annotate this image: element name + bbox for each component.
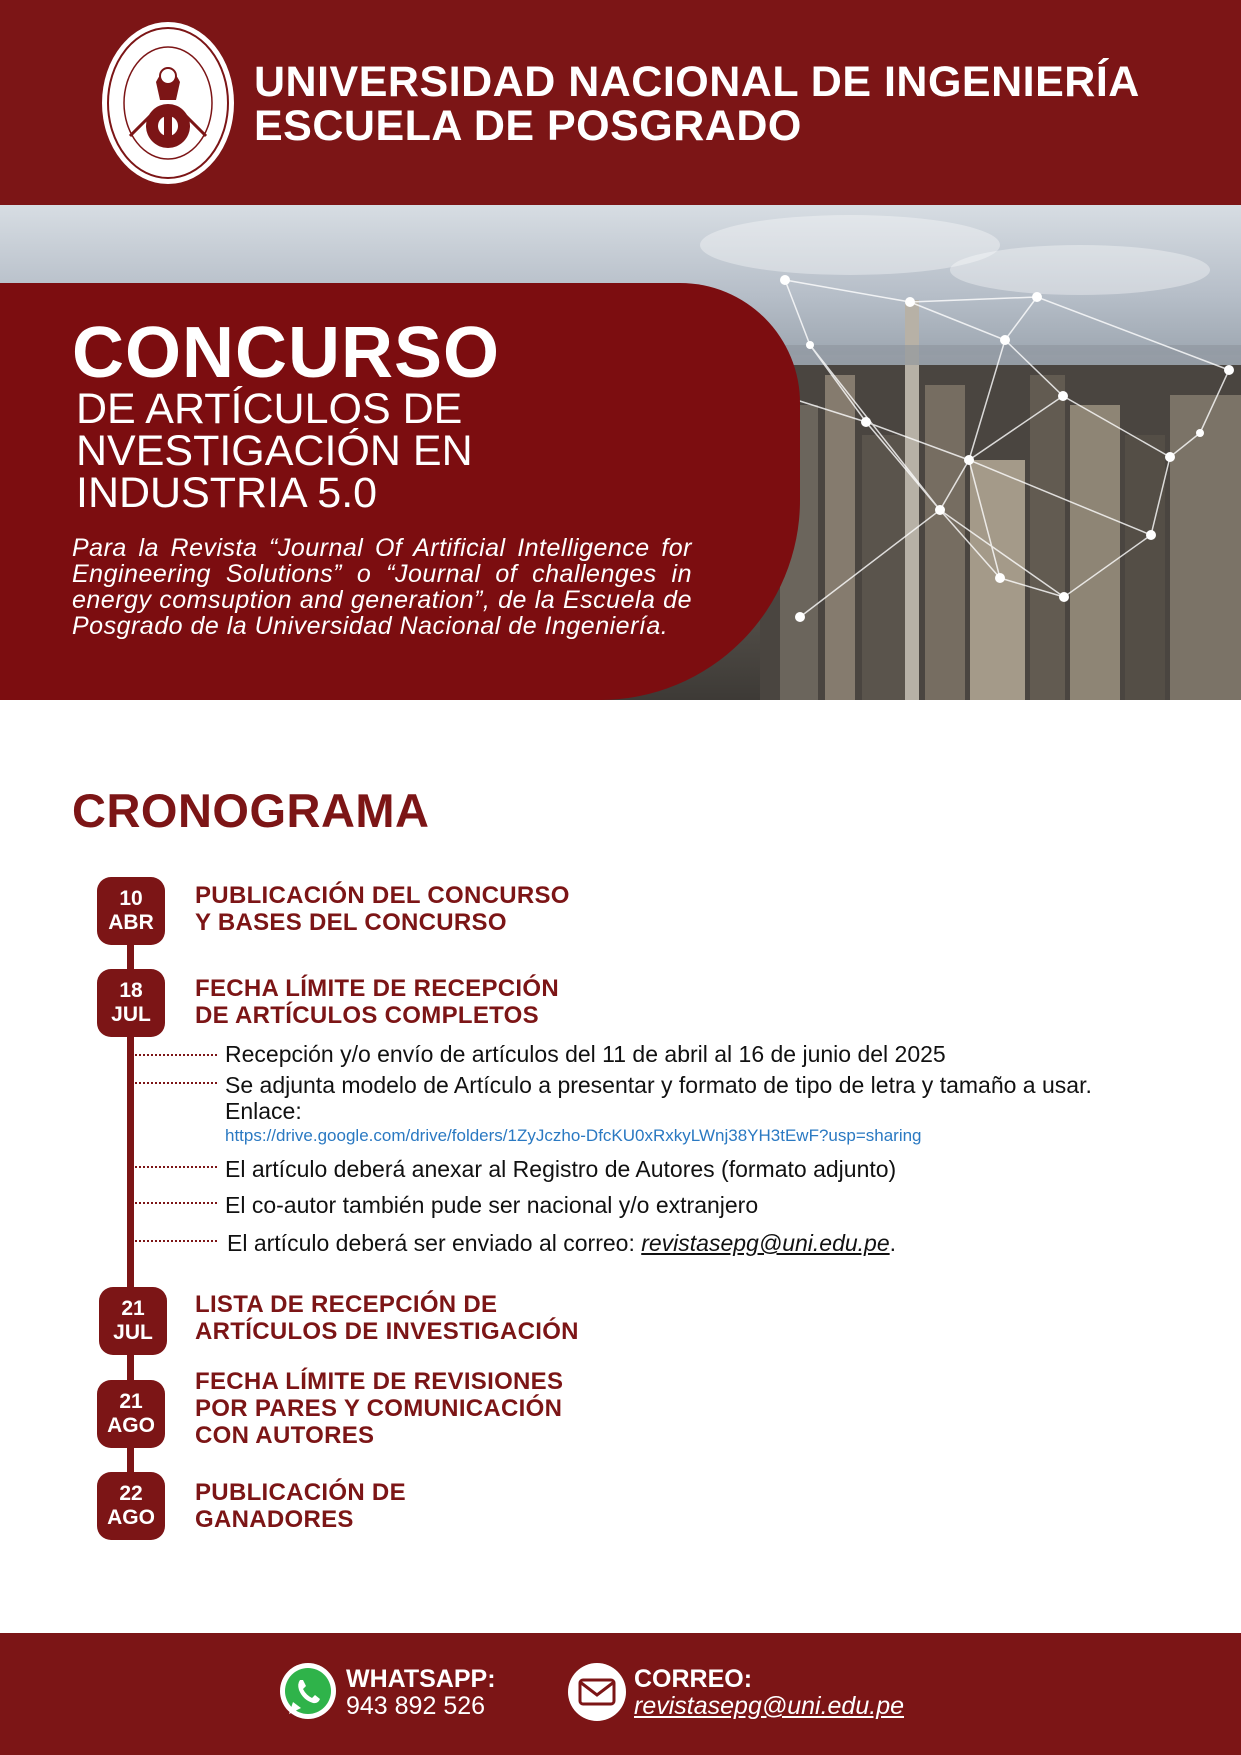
event-title: [195, 1479, 406, 1533]
date-month: AGO: [107, 1414, 155, 1437]
detail-registry: El artículo deberá anexar al Registro de Autores (formato adjunto): [225, 1156, 897, 1182]
detail-coauthor: El co-autor también pude ser nacional y/o extranjero: [225, 1192, 759, 1218]
event-title-line: DE ARTÍCULOS COMPLETOS: [195, 1002, 539, 1029]
date-badge: [97, 877, 165, 945]
school-name: ESCUELA DE POSGRADO: [254, 102, 802, 150]
event-title-line: GANADORES: [195, 1506, 354, 1533]
university-seal-icon: [100, 20, 236, 186]
drive-link[interactable]: https://drive.google.com/drive/folders/1ZyJczho-DfcKU0xRxkyLWnj38YH3tEwF?usp=sharing: [225, 1126, 922, 1145]
schedule-title: CRONOGRAMA: [72, 784, 430, 837]
whatsapp-icon[interactable]: [279, 1662, 337, 1720]
contest-title: CONCURSO: [72, 313, 501, 393]
whatsapp-number[interactable]: 943 892 526: [346, 1692, 486, 1720]
detail-send: [227, 1230, 896, 1256]
mail-icon[interactable]: [567, 1662, 627, 1722]
date-day: 10: [119, 887, 143, 910]
event-title-line: LISTA DE RECEPCIÓN DE: [195, 1291, 498, 1318]
subtitle-line: NVESTIGACIÓN EN: [76, 427, 473, 475]
detail-connector: [135, 1166, 217, 1168]
event-title-line: CON AUTORES: [195, 1422, 375, 1449]
date-badge: [97, 969, 165, 1037]
contest-subtitle: [76, 385, 473, 517]
event-title-line: FECHA LÍMITE DE REVISIONES: [195, 1368, 564, 1395]
detail-template: [225, 1072, 1105, 1146]
event-title-line: Y BASES DEL CONCURSO: [195, 909, 507, 936]
email-label: CORREO:: [634, 1665, 753, 1693]
whatsapp-label: WHATSAPP:: [346, 1665, 496, 1693]
detail-connector: [135, 1240, 217, 1242]
event-title: [195, 1368, 563, 1449]
detail-send-text: El artículo deberá ser enviado al correo:: [227, 1230, 635, 1256]
event-title: [195, 1291, 579, 1345]
detail-send-suffix: .: [889, 1230, 897, 1256]
date-day: 21: [121, 1297, 145, 1320]
detail-connector: [135, 1202, 217, 1204]
detail-connector: [135, 1082, 217, 1084]
subtitle-line: DE ARTÍCULOS DE: [76, 385, 463, 433]
subtitle-line: INDUSTRIA 5.0: [76, 469, 378, 517]
detail-reception: Recepción y/o envío de artículos del 11 de abril al 16 de junio del 2025: [225, 1041, 946, 1067]
contest-description: Para la Revista “Journal Of Artificial Intelligence for Engineering Solutions” o “Journal of challenges in energy comsuption and generation”, de la Escuela de Posgrado de la Universidad Nacional de Ingeniería.: [72, 534, 692, 640]
event-title-line: PUBLICACIÓN DEL CONCURSO: [195, 882, 570, 909]
university-name: UNIVERSIDAD NACIONAL DE INGENIERÍA: [254, 58, 1140, 106]
event-title-line: FECHA LÍMITE DE RECEPCIÓN: [195, 975, 559, 1002]
date-day: 18: [119, 979, 143, 1002]
date-day: 22: [119, 1482, 143, 1505]
date-badge: [97, 1380, 165, 1448]
detail-connector: [135, 1054, 217, 1056]
date-month: JUL: [113, 1321, 153, 1344]
email-link[interactable]: revistasepg@uni.edu.pe: [641, 1230, 890, 1256]
detail-template-text: Se adjunta modelo de Artículo a presentar y formato de tipo de letra y tamaño a usar. Enlace:: [225, 1072, 1092, 1124]
date-day: 21: [119, 1390, 143, 1413]
university-title: [254, 60, 1140, 148]
date-month: ABR: [108, 911, 154, 934]
event-title: [195, 882, 570, 936]
event-title-line: ARTÍCULOS DE INVESTIGACIÓN: [195, 1318, 579, 1345]
header-banner: [0, 0, 1241, 205]
footer-email[interactable]: revistasepg@uni.edu.pe: [634, 1692, 904, 1720]
date-badge: [97, 1472, 165, 1540]
date-month: AGO: [107, 1506, 155, 1529]
date-badge: [99, 1287, 167, 1355]
date-month: JUL: [111, 1003, 151, 1026]
event-title: [195, 975, 559, 1029]
event-title-line: PUBLICACIÓN DE: [195, 1479, 406, 1506]
event-title-line: POR PARES Y COMUNICACIÓN: [195, 1395, 563, 1422]
